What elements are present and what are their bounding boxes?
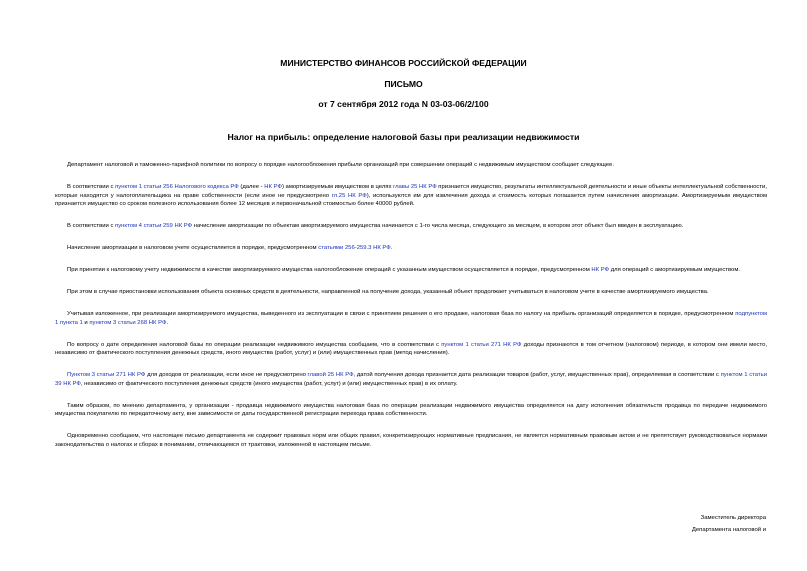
body-paragraph xyxy=(55,371,767,388)
legal-reference-link[interactable]: пунктом 1 статьи 271 НК РФ xyxy=(441,341,522,348)
paragraph-text: (далее - xyxy=(238,183,265,190)
document-date-number: от 7 сентября 2012 года N 03-03-06/2/100 xyxy=(318,99,489,109)
legal-reference-link[interactable]: НК РФ xyxy=(264,183,282,190)
paragraph-text: , независимо от фактического поступления денежных средств (иного имущества (работ, услуг) и (или) имущественных прав) в их оплату. xyxy=(80,380,458,387)
paragraph-text: доходы признаются в том отчетном (налоговом) периоде, в котором они имели место, независимо от фактического поступления денежных средств, иного имущества (работ, услуг) и (или) имущественных прав (метод начисления). xyxy=(55,341,767,357)
paragraph-text: ), используются им для извлечения дохода и стоимость которых погашается путем начисления амортизации. Амортизируемым имуществом признается имущество со сроком полезного использования более 12 месяцев и первоначальной стоимостью более 40000 рублей. xyxy=(55,192,768,208)
body-paragraph xyxy=(55,288,767,297)
paragraph-text: При этом в случае приостановки использования объекта основных средств в деятельности, направленной на получение дохода, указанный объект продолжает учитываться в налоговом учете в качестве амортизируемого имущества. xyxy=(67,289,709,296)
body-paragraph xyxy=(55,402,767,419)
body-paragraph xyxy=(55,432,767,449)
legal-reference-link[interactable]: пунктом 4 статьи 259 НК РФ xyxy=(115,223,193,230)
paragraph-text: признается имущество, результаты интеллектуальной деятельности и иные объекты интеллектуальной собственности, которые находятся у налогоплательщика на праве собственности (если иное не предусмотрено xyxy=(55,183,767,199)
signature-line-1: Заместитель директора xyxy=(700,515,766,521)
paragraph-text: При принятии к налоговому учету недвижимости в качестве амортизируемого имущества налогообложение операций с указанным имуществом осуществляется в порядке, предусмотренном xyxy=(67,267,592,274)
legal-reference-link[interactable]: НК РФ xyxy=(591,267,610,274)
letter-body xyxy=(55,161,767,463)
paragraph-text: ) амортизируемым имуществом в целях xyxy=(281,183,394,190)
ministry-heading: МИНИСТЕРСТВО ФИНАНСОВ РОССИЙСКОЙ ФЕДЕРАЦИИ xyxy=(280,58,527,68)
legal-reference-link[interactable]: пунктом 3 статьи 268 НК РФ xyxy=(89,319,167,326)
legal-reference-link[interactable]: Пунктом 3 статьи 271 НК РФ xyxy=(67,372,146,379)
paragraph-text: Одновременно сообщаем, что настоящее письмо департамента не содержит правовых норм или общих правил, конкретизирующих нормативные предписания, не является нормативным правовым актом и не препятствует руководствоваться нормами законодательства о налогах и сборах в понимании, отличающемся от трактовки, изложенной в настоящем письме. xyxy=(55,433,767,448)
document-subject: Налог на прибыль: определение налоговой базы при реализации недвижимости xyxy=(227,132,580,142)
body-paragraph xyxy=(55,341,767,358)
body-paragraph xyxy=(55,222,767,231)
paragraph-text: Таким образом, по мнению департамента, у организации - продавца недвижимого имущества налоговая база по операции реализации недвижимого имущества определяется на дату исполнения обязательств продавца по передаче недвижимого имущества покупателю по передаточному акту, вне зависимости от даты государственной регистрации перехода права собственности. xyxy=(55,402,767,418)
legal-reference-link[interactable]: гл.25 НК РФ xyxy=(331,192,367,199)
paragraph-text: Департамент налоговой и таможенно-тарифной политики по вопросу о порядке налогообложения прибыли организаций при совершении операций с недвижимым имуществом сообщает следующее. xyxy=(67,162,614,168)
signature-block xyxy=(692,513,766,536)
paragraph-text: для доходов от реализации, если иное не предусмотрено xyxy=(145,372,308,379)
document-type: ПИСЬМО xyxy=(384,79,423,89)
legal-reference-link[interactable]: главы 25 НК РФ xyxy=(393,183,437,190)
signature-line-2: Департамента налоговой и xyxy=(691,526,766,533)
legal-reference-link[interactable]: пунктом 1 статьи 256 Налогового кодекса РФ xyxy=(115,183,239,190)
paragraph-text: . xyxy=(166,319,169,326)
legal-reference-link[interactable]: подпунктом 1 пункта 1 xyxy=(55,311,767,326)
paragraph-text: начисление амортизации по объектам амортизируемого имущества начинается с 1-го числа месяца, следующего за месяцем, в котором этот объект был введен в эксплуатацию. xyxy=(192,223,684,230)
paragraph-text: В соответствии с xyxy=(67,183,116,190)
body-paragraph xyxy=(55,161,767,170)
legal-reference-link[interactable]: статьями 256-259.3 НК РФ xyxy=(318,245,391,252)
paragraph-text: Начисление амортизации в налоговом учете осуществляется в порядке, предусмотренном xyxy=(67,245,319,252)
body-paragraph xyxy=(55,310,767,327)
legal-reference-link[interactable]: главой 25 НК РФ xyxy=(307,372,354,379)
paragraph-text: для операций с амортизируемым имуществом. xyxy=(609,267,741,274)
body-paragraph xyxy=(55,266,767,275)
paragraph-text: По вопросу о дате определения налоговой базы по операции реализации недвижимого имущества сообщаем, что в соответствии с xyxy=(67,341,442,348)
body-paragraph xyxy=(55,244,767,253)
body-paragraph xyxy=(55,183,767,209)
paragraph-text: и xyxy=(82,319,90,326)
legal-reference-link[interactable]: пунктом 1 статьи 39 НК РФ xyxy=(55,372,767,387)
paragraph-text: Учитывая изложенное, при реализации амортизируемого имущества, выведенного из эксплуатации в связи с принятием решения о его продаже, налоговая база по налогу на прибыль организаций определяется в порядке, предусмотренном xyxy=(67,311,736,318)
paragraph-text: В соответствии с xyxy=(67,223,116,230)
paragraph-text: , датой получения дохода признается дата реализации товаров (работ, услуг, имущественных прав), определяемая в соответствии с xyxy=(353,372,721,379)
paragraph-text: . xyxy=(390,245,393,252)
